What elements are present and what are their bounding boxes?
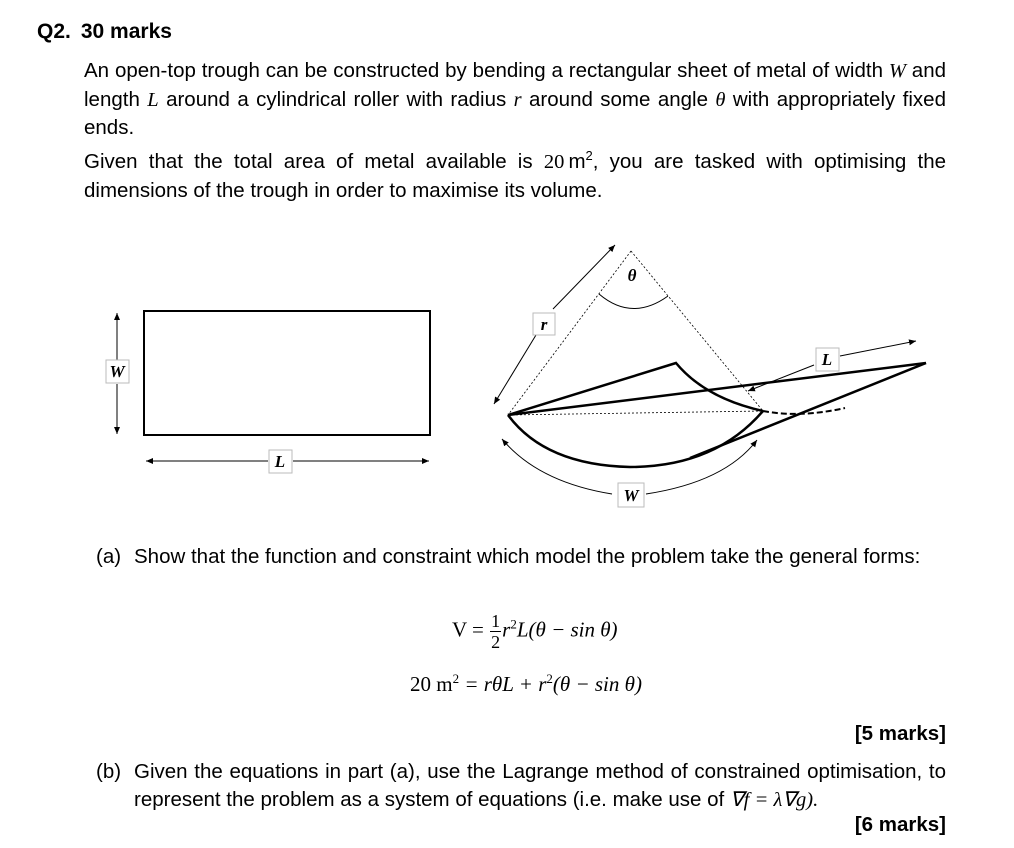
part-b — [96, 758, 946, 814]
intro-text: Given that the total area of metal available is — [84, 150, 544, 173]
eq1-exp: 2 — [510, 616, 517, 632]
theta-arc — [599, 294, 668, 309]
trough-length-arrow-right — [840, 341, 916, 356]
intro-text: around some angle — [521, 87, 716, 111]
var-r: r — [513, 88, 522, 111]
area-value: 20 — [543, 151, 565, 173]
part-b-body: Given the equations in part (a), use the Lagrange method of constrained optimisation, to represent the problem as a system of equations (i.e. make use of — [134, 760, 946, 811]
intro-text: with appropriately fixed ends. — [84, 87, 946, 139]
part-a-text: Show that the function and constraint which model the problem take the general forms: — [134, 545, 921, 568]
var-l: L — [147, 88, 159, 111]
eq1-denominator: 2 — [491, 632, 501, 652]
intro-text: and length — [84, 59, 946, 111]
eq2-rhs-a: = rθL + r — [464, 672, 547, 696]
question-number: Q2. — [37, 20, 71, 43]
var-w: W — [888, 60, 906, 82]
area-unit: m — [568, 150, 586, 173]
eq1-fraction — [490, 612, 501, 651]
metal-sheet-rect — [144, 311, 430, 435]
trough-width-label: W — [623, 486, 639, 505]
part-b-text — [134, 758, 946, 814]
intro-text: around a cylindrical roller with radius — [158, 87, 514, 111]
eq1-rhs: L(θ − sin θ) — [516, 617, 618, 642]
intro-text: , you are tasked with optimising the dimensions of the trough in order to maximise its volume. — [84, 150, 946, 202]
eq2-rhs-exp: 2 — [546, 671, 553, 686]
part-a-marks: [5 marks] — [854, 722, 946, 745]
eq1-r: r — [502, 617, 511, 642]
area-exponent: 2 — [585, 148, 593, 163]
part-b-label: (b) — [96, 760, 122, 783]
trough-radius-label: r — [540, 315, 548, 334]
eq1-numerator: 1 — [491, 611, 501, 631]
trough-width-arrow-right — [646, 440, 757, 494]
eq2-lhs-exp: 2 — [452, 671, 460, 686]
eq2-lhs: 20 m — [410, 672, 453, 696]
radius-arrow-down — [494, 335, 536, 404]
part-b-marks: [6 marks] — [854, 813, 946, 836]
eq2-rhs-b: (θ − sin θ) — [552, 672, 642, 696]
part-a-label: (a) — [96, 545, 122, 568]
part-a — [96, 543, 946, 571]
question-marks: 30 marks — [80, 20, 172, 43]
rect-length-label: L — [274, 452, 286, 471]
equation-constraint — [410, 672, 642, 697]
trough-width-arrow-left — [502, 439, 612, 494]
trough-length-label: L — [821, 350, 833, 369]
trough-near-curve — [508, 411, 763, 467]
eq1-lhs: V = — [452, 617, 484, 642]
part-b-formula: ∇f = λ∇g). — [729, 789, 819, 811]
var-theta: θ — [715, 88, 726, 111]
trough-angle-label: θ — [627, 266, 637, 285]
rect-width-label: W — [109, 362, 125, 381]
radius-line-left — [508, 251, 631, 415]
chord-line — [508, 411, 763, 415]
equation-volume — [452, 612, 618, 651]
intro-text: An open-top trough can be constructed by bending a rectangular sheet of metal of width — [84, 59, 889, 82]
